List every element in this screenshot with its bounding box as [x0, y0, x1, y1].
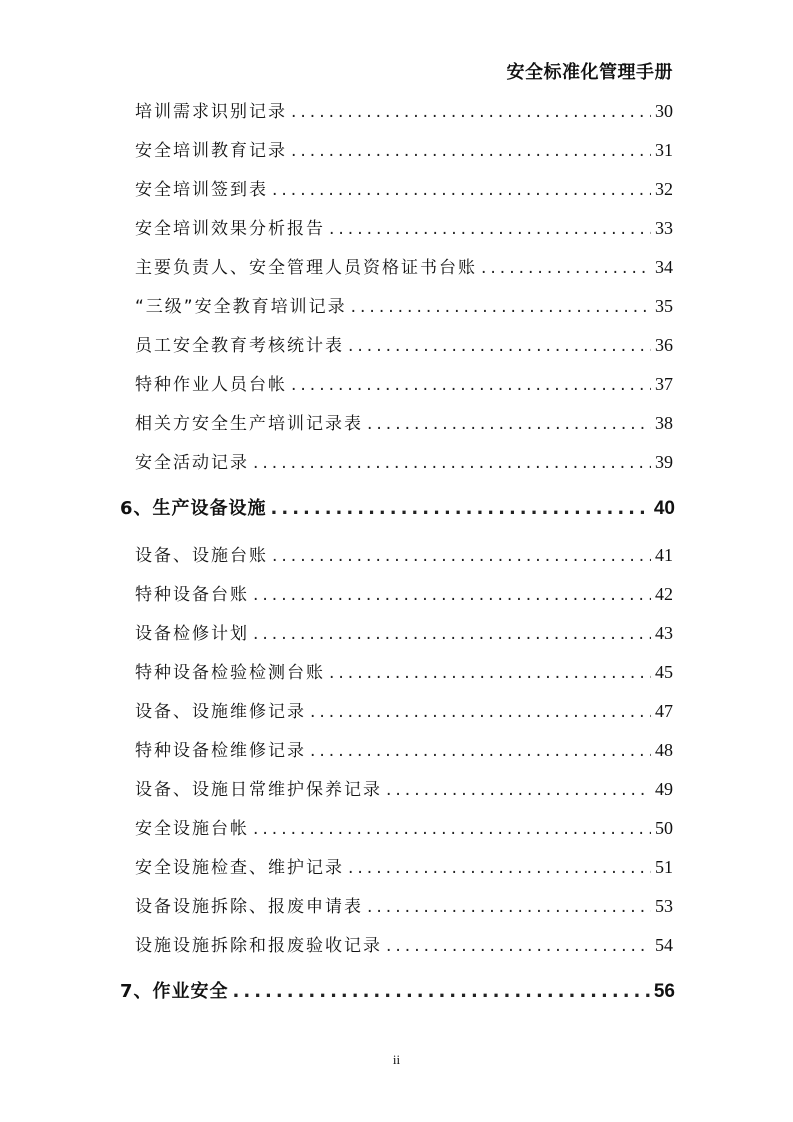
toc-section-entry[interactable]	[120, 494, 675, 520]
toc-entry-page-number: 37	[655, 374, 673, 394]
toc-entry-title: 员工安全教育考核统计表	[135, 336, 344, 356]
toc-entry-title: 特种设备检维修记录	[135, 741, 306, 761]
toc-dot-leader	[329, 663, 651, 683]
toc-entry-page-number: 31	[655, 140, 673, 160]
toc-dot-leader	[271, 498, 650, 519]
toc-entry[interactable]	[135, 409, 673, 434]
toc-dot-leader	[272, 546, 651, 566]
toc-entry-page-number: 34	[655, 257, 673, 277]
toc-entry[interactable]	[135, 619, 673, 644]
toc-entry[interactable]	[135, 658, 673, 683]
toc-entry-page-number: 38	[655, 413, 673, 433]
toc-entry-page-number: 45	[655, 662, 673, 682]
toc-entry-title: 设备设施拆除、报废申请表	[135, 897, 363, 917]
toc-entry[interactable]	[135, 448, 673, 473]
toc-entry-title: 设备、设施维修记录	[135, 702, 306, 722]
toc-entry-page-number: 51	[655, 857, 673, 877]
toc-dot-leader	[310, 702, 651, 722]
toc-dot-leader	[386, 780, 651, 800]
toc-dot-leader	[233, 981, 650, 1002]
toc-entry-page-number: 56	[653, 981, 675, 1002]
toc-entry-title: 安全培训效果分析报告	[135, 219, 325, 239]
toc-entry[interactable]	[135, 253, 673, 278]
toc-dot-leader	[272, 180, 651, 200]
toc-entry-title: 安全设施检查、维护记录	[135, 858, 344, 878]
toc-dot-leader	[329, 219, 651, 239]
toc-entry-title: 7、作业安全	[120, 981, 229, 1002]
toc-entry-title: 相关方安全生产培训记录表	[135, 414, 363, 434]
toc-entry[interactable]	[135, 931, 673, 956]
toc-entry-page-number: 35	[655, 296, 673, 316]
toc-entry-page-number: 49	[655, 779, 673, 799]
toc-entry-title: 6、生产设备设施	[120, 498, 267, 519]
toc-dot-leader	[348, 858, 651, 878]
toc-dot-leader	[367, 897, 651, 917]
toc-entry-page-number: 32	[655, 179, 673, 199]
toc-entry-page-number: 36	[655, 335, 673, 355]
toc-entry-page-number: 30	[655, 101, 673, 121]
toc-entry-title: 设备检修计划	[135, 624, 249, 644]
toc-entry-title: 特种作业人员台帐	[135, 375, 287, 395]
toc-entry-title: 安全培训签到表	[135, 180, 268, 200]
toc-entry-page-number: 43	[655, 623, 673, 643]
toc-entry-page-number: 50	[655, 818, 673, 838]
toc-entry[interactable]	[135, 370, 673, 395]
toc-dot-leader	[253, 819, 651, 839]
toc-entry[interactable]	[135, 214, 673, 239]
toc-entry-page-number: 42	[655, 584, 673, 604]
toc-entry-page-number: 39	[655, 452, 673, 472]
toc-entry-title: 安全活动记录	[135, 453, 249, 473]
toc-entry[interactable]	[135, 292, 673, 317]
toc-entry[interactable]	[135, 736, 673, 761]
footer-page-number: ii	[392, 1052, 401, 1067]
toc-dot-leader	[291, 375, 651, 395]
toc-entry-title: 特种设备台账	[135, 585, 249, 605]
toc-entry[interactable]	[135, 97, 673, 122]
toc-dot-leader	[291, 141, 651, 161]
toc-dot-leader	[253, 624, 651, 644]
toc-dot-leader	[367, 414, 651, 434]
toc-entry-title: 设施设施拆除和报废验收记录	[135, 936, 382, 956]
toc-dot-leader	[351, 297, 651, 317]
toc-entry[interactable]	[135, 580, 673, 605]
toc-entry[interactable]	[135, 814, 673, 839]
toc-entry-title: 培训需求识别记录	[135, 102, 287, 122]
toc-entry[interactable]	[135, 136, 673, 161]
toc-entry[interactable]	[135, 175, 673, 200]
toc-entry[interactable]	[135, 541, 673, 566]
toc-section-entry[interactable]	[120, 977, 675, 1003]
toc-entry-title: 特种设备检验检测台账	[135, 663, 325, 683]
toc-entry-page-number: 53	[655, 896, 673, 916]
toc-dot-leader	[253, 453, 651, 473]
toc-entry-page-number: 47	[655, 701, 673, 721]
toc-entry[interactable]	[135, 892, 673, 917]
toc-dot-leader	[348, 336, 651, 356]
toc-entry-title: 设备、设施台账	[135, 546, 268, 566]
toc-dot-leader	[253, 585, 651, 605]
toc-entry-page-number: 41	[655, 545, 673, 565]
toc-entry[interactable]	[135, 331, 673, 356]
toc-entry[interactable]	[135, 775, 673, 800]
toc-dot-leader	[310, 741, 651, 761]
toc-dot-leader	[386, 936, 651, 956]
toc-entry-page-number: 48	[655, 740, 673, 760]
toc-entry-title: 安全设施台帐	[135, 819, 249, 839]
toc-entry-title: 设备、设施日常维护保养记录	[135, 780, 382, 800]
toc-entry-page-number: 33	[655, 218, 673, 238]
toc-entry[interactable]	[135, 853, 673, 878]
toc-entry-title: 安全培训教育记录	[135, 141, 287, 161]
toc-entry[interactable]	[135, 697, 673, 722]
toc-entry-page-number: 54	[655, 935, 673, 955]
toc-entry-page-number: 40	[653, 498, 675, 519]
toc-dot-leader	[481, 258, 651, 278]
toc-entry-title: “三级”安全教育培训记录	[135, 297, 347, 317]
toc-entry-title: 主要负责人、安全管理人员资格证书台账	[135, 258, 477, 278]
running-header-title: 安全标准化管理手册	[506, 62, 673, 83]
toc-dot-leader	[291, 102, 651, 122]
